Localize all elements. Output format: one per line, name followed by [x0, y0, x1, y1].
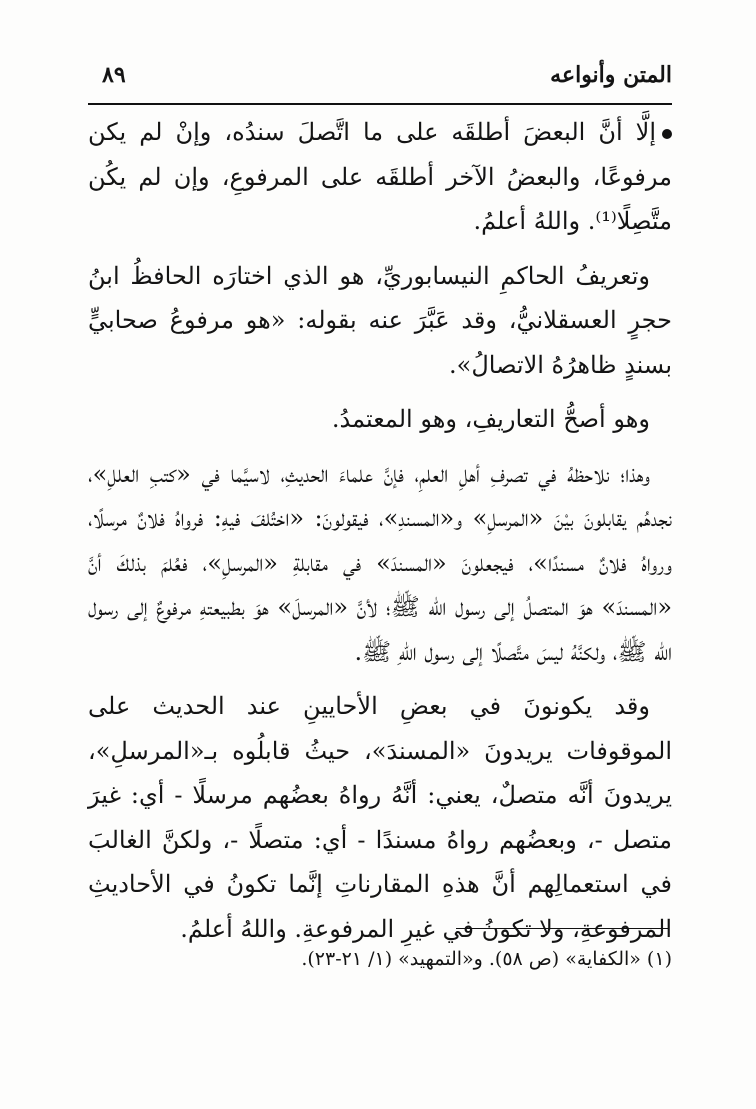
main-text — [88, 110, 672, 951]
paragraph-mawqufat: وقد يكونونَ في بعضِ الأحايينِ عند الحديث على الموقوفات يريدونَ «المسندَ»، حيثُ قابلُوه بـ«المرسلِ»، يريدونَ أنَّه متصلٌ، يعني: أنَّهُ رواهُ بعضُهم مرسلًا - أي: غيرَ متصل -، وبعضُهم رواهُ مسندًا - أي: متصلًا -، ولكنَّ الغالبَ في استعمالِهم أنَّ هذهِ المقارناتِ إنَّما تكونُ في الأحاديثِ المرفوعةِ، ولا تكونُ في غيرِ المرفوعةِ. واللهُ أعلمُ. — [88, 692, 672, 943]
paragraph-hakim-definition: وتعريفُ الحاكمِ النيسابوريِّ، هو الذي اختارَه الحافظُ ابنُ حجرٍ العسقلانيُّ، وقد عَبَّرَ عنه بقوله: «هو مرفوعُ صحابيٍّ بسندٍ ظاهرُهُ الاتصالُ». — [88, 261, 672, 379]
running-title: المتن وأنواعه — [550, 62, 672, 88]
page-header — [88, 58, 672, 96]
paragraph-kutub-al-ilal: وهذا؛ نلاحظهُ في تصرفِ أهلِ العلمِ، فإنَّ علماءَ الحديثِ، لاسيَّما في «كتبِ العللِ»، نجدهُم يقابلونَ بيْنَ «المرسلِ» و«المسندِ»، فيقولونَ: «اختُلفَ فيهِ: فرواهُ فلانٌ مرسلًا، ورواهُ فلانٌ مسندًا»، فيجعلونَ «المسندَ» في مقابلةِ «المرسلِ»، فعُلمَ بذلكَ أنَّ «المسندَ» هوَ المتصلُ إلى رسول الله ﷺ؛ لأنَّ «المرسلَ» هوَ بطبيعتهِ مرفوعٌ إلى رسول الله ﷺ، ولكنَّهُ ليسَ متَّصلًا إلى رسول اللهِ ﷺ. — [88, 459, 673, 666]
footnote: (١) «الكفاية» (ص ٥٨). و«التمهيد» (١/ ٢١-٢٣). — [301, 948, 672, 970]
page-number: ٨٩ — [102, 62, 126, 88]
header-divider — [88, 103, 672, 105]
footnote-divider — [456, 928, 668, 929]
paragraph-continuation — [88, 110, 672, 244]
bullet-icon — [662, 129, 672, 139]
paragraph-most-correct: وهو أصحُّ التعاريفِ، وهو المعتمدُ. — [331, 405, 650, 433]
paragraph-1-text: إلَّا أنَّ البعضَ أطلقَه على ما اتَّصلَ سندُه، وإنْ لم يكن مرفوعًا، والبعضُ الآخر أطلقَه على المرفوعِ، وإن لم يكُن متَّصِلًا⁽¹⁾. واللهُ أعلمُ. — [88, 118, 672, 235]
